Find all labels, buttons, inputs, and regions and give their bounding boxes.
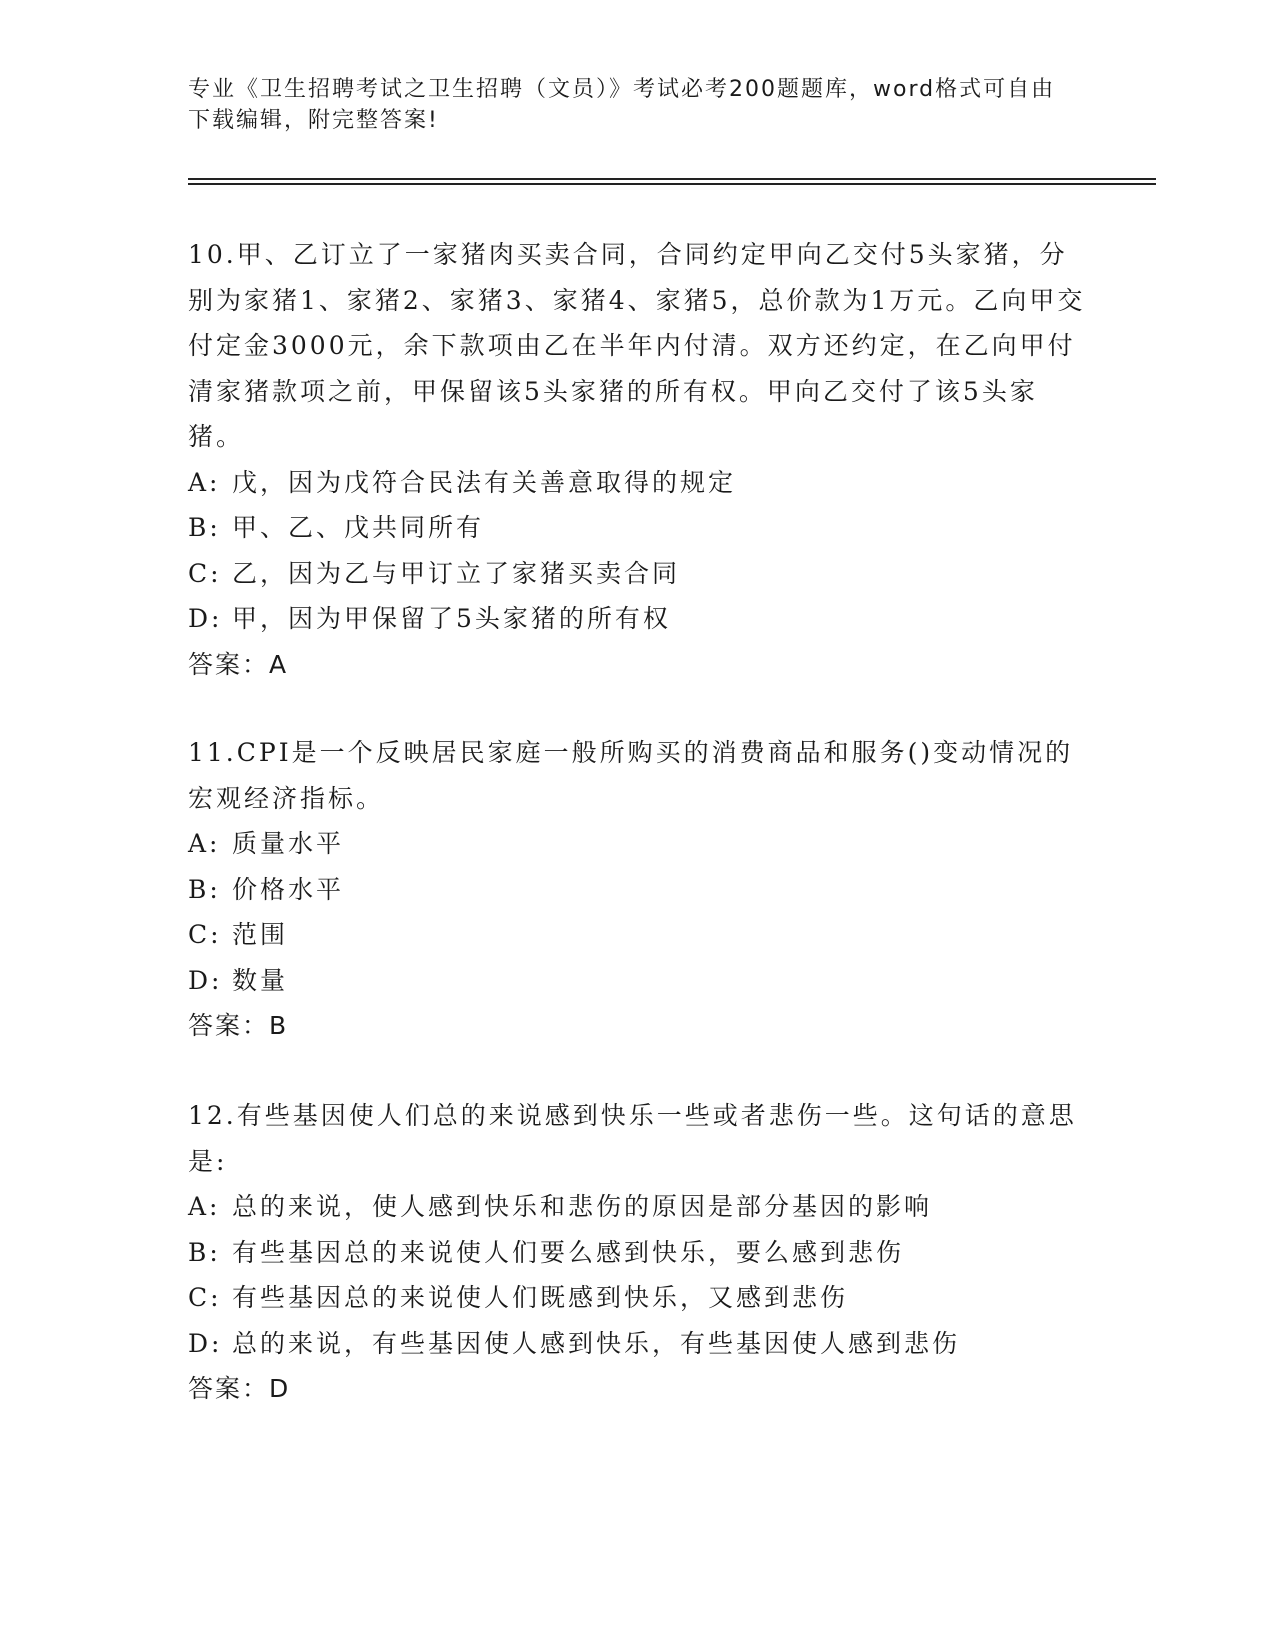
question-stem: 12.有些基因使人们总的来说感到快乐一些或者悲伤一些。这句话的意思是: bbox=[188, 1101, 1077, 1176]
option-c bbox=[188, 912, 1088, 958]
question-stem: 11.CPI是一个反映居民家庭一般所购买的消费商品和服务()变动情况的宏观经济指标。 bbox=[188, 738, 1074, 813]
option-b bbox=[188, 505, 1088, 551]
option-d bbox=[188, 958, 1088, 1004]
option-b bbox=[188, 867, 1088, 913]
document-header: 专业《卫生招聘考试之卫生招聘（文员）》考试必考200题题库，word格式可自由下载编辑，附完整答案! bbox=[188, 77, 1056, 133]
option-a bbox=[188, 1184, 1088, 1230]
answer-label: 答案：B bbox=[188, 1011, 289, 1040]
option-letter: B: bbox=[188, 513, 221, 542]
option-b bbox=[188, 1230, 1088, 1276]
option-a bbox=[188, 460, 1088, 506]
option-text: 总的来说，使人感到快乐和悲伤的原因是部分基因的影响 bbox=[232, 1192, 933, 1221]
header-rule-top bbox=[188, 178, 1156, 180]
header-rule-bottom bbox=[188, 183, 1156, 185]
option-text: 价格水平 bbox=[232, 874, 345, 904]
option-c bbox=[188, 551, 1088, 597]
option-a bbox=[188, 821, 1088, 867]
answer-label: 答案：A bbox=[188, 649, 289, 679]
option-text: 质量水平 bbox=[232, 829, 345, 858]
option-letter: D: bbox=[188, 965, 223, 995]
option-text: 数量 bbox=[232, 965, 289, 995]
option-c bbox=[188, 1275, 1088, 1321]
answer-label: 答案：D bbox=[188, 1374, 291, 1403]
option-d bbox=[188, 1321, 1088, 1367]
option-text: 戊，因为戊符合民法有关善意取得的规定 bbox=[232, 467, 737, 497]
option-d bbox=[188, 596, 1088, 642]
option-letter: C: bbox=[188, 558, 222, 588]
option-text: 甲、乙、戊共同所有 bbox=[232, 513, 485, 542]
option-letter: C: bbox=[188, 920, 222, 949]
question-11 bbox=[188, 730, 1088, 1049]
option-letter: B: bbox=[188, 1237, 221, 1267]
question-stem: 10.甲、乙订立了一家猪肉买卖合同，合同约定甲向乙交付5头家猪，分别为家猪1、家猪2、家猪3、家猪4、家猪5，总价款为1万元。乙向甲交付定金3000元，余下款项由乙在半年内付清。双方还约定，在乙向甲付清家猪款项之前，甲保留该5头家猪的所有权。甲向乙交付了该5头家猪。 bbox=[188, 240, 1086, 451]
question-12 bbox=[188, 1093, 1088, 1412]
option-letter: A: bbox=[188, 467, 221, 497]
option-text: 甲，因为甲保留了5头家猪的所有权 bbox=[232, 604, 671, 633]
option-letter: C: bbox=[188, 1283, 222, 1312]
option-letter: D: bbox=[188, 604, 223, 633]
option-text: 有些基因总的来说使人们要么感到快乐，要么感到悲伤 bbox=[232, 1237, 905, 1267]
option-text: 乙，因为乙与甲订立了家猪买卖合同 bbox=[232, 558, 681, 588]
option-letter: A: bbox=[188, 829, 221, 858]
option-text: 有些基因总的来说使人们既感到快乐，又感到悲伤 bbox=[232, 1283, 849, 1312]
option-text: 总的来说，有些基因使人感到快乐，有些基因使人感到悲伤 bbox=[232, 1328, 961, 1358]
question-10 bbox=[188, 232, 1088, 687]
option-letter: D: bbox=[188, 1328, 223, 1358]
option-letter: B: bbox=[188, 874, 221, 904]
option-text: 范围 bbox=[232, 920, 289, 949]
option-letter: A: bbox=[188, 1192, 221, 1221]
